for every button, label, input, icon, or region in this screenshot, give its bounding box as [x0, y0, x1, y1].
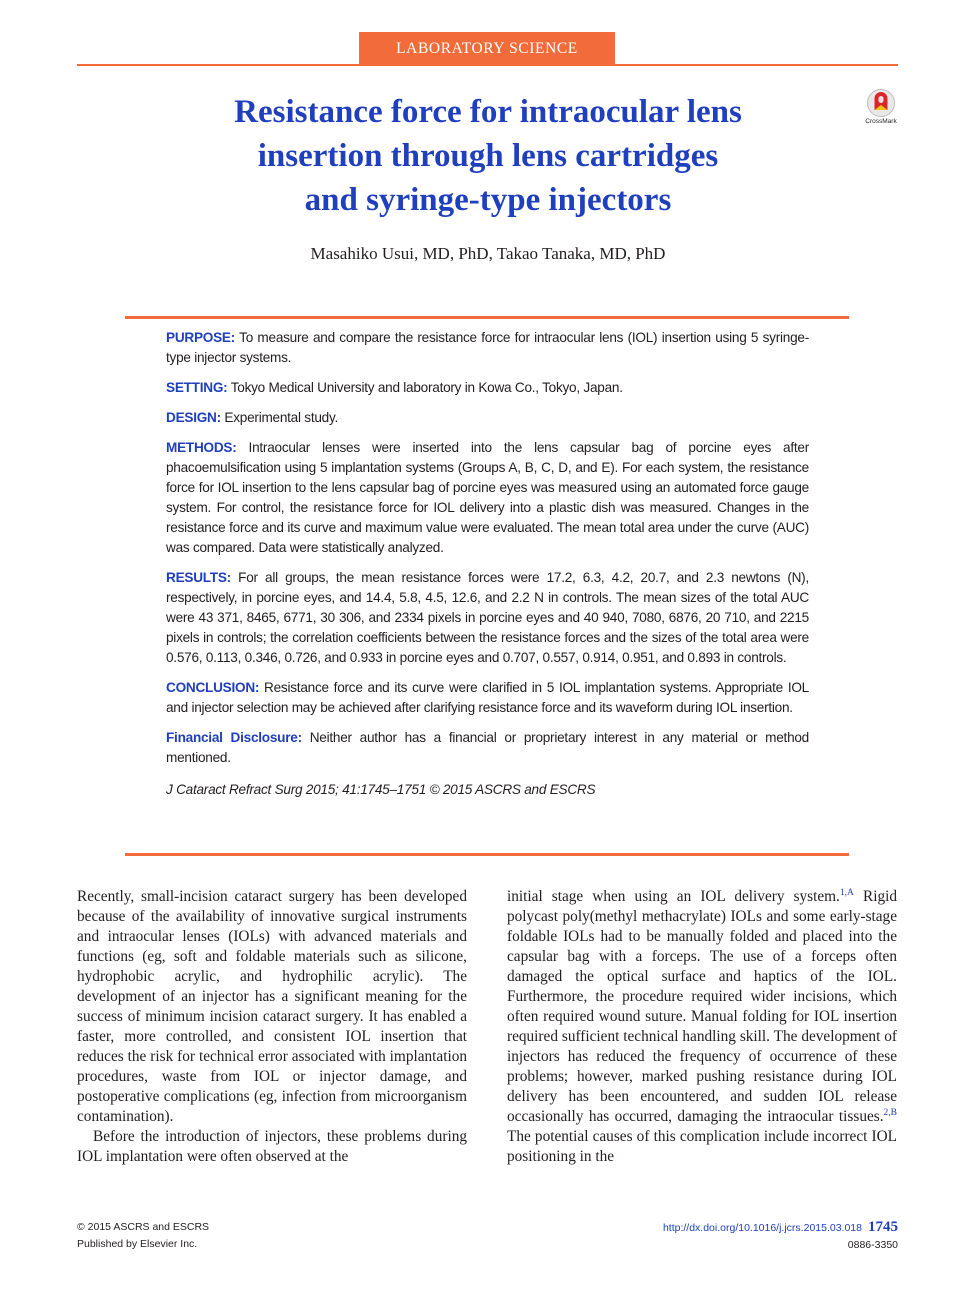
abstract-heading: SETTING:	[166, 380, 228, 395]
abstract-heading: METHODS:	[166, 440, 237, 455]
abstract-text: Experimental study.	[220, 410, 339, 425]
title-line: insertion through lens cartridges	[257, 138, 719, 174]
abstract-design	[166, 408, 809, 428]
abstract-top-rule	[125, 316, 849, 319]
footer-right	[663, 1219, 898, 1254]
abstract-setting	[166, 378, 809, 398]
body-paragraph: Recently, small-incision cataract surgery has been developed because of the availability of innovative surgical instruments and intraocular lenses (IOLs) with advanced materials and functions (eg, soft and foldable materials such as silicone, hydrophobic acrylic, and hydrophilic acrylic). The development of an injector has a significant meaning for the success of minimum incision cataract surgery. It has enabled a faster, more controlled, and consistent IOL insertion that reduces the risk for technical error associated with implantation procedures, waste from IOL or injector damage, and postoperative complications (eg, infection from microorganism contamination).	[77, 888, 467, 1125]
body-text: Rigid polycast poly(methyl methacrylate) IOLs and some early-stage foldable IOLs had to be manually folded and placed into the capsular bag with a forceps. The use of a forceps often damaged the optical surface and haptics of the IOL. Furthermore, the procedure required wider incisions, which often required wound suture. Manual folding for IOL insertion required sufficient technical handling skill. The development of injectors has reduced the frequency of occurrence of these problems; however, marked pushing resistance during IOL delivery has been encountered, and sudden IOL release occasionally has occurred, damaging the intraocular tissues.	[507, 888, 897, 1125]
footer-left	[77, 1219, 209, 1253]
abstract-text: For all groups, the mean resistance forces were 17.2, 6.3, 4.2, 20.7, and 2.3 newtons (N), respectively, in porcine eyes, and 14.4, 5.8, 4.5, 12.6, and 2.2 N in controls. The mean sizes of the total AUC were 43 371, 8465, 6771, 30 306, and 2334 pixels in porcine eyes and 40 940, 7080, 6876, 20 710, and 2215 pixels in controls; the correlation coefficients between the resistance forces and the sizes of the total area were 0.576, 0.113, 0.346, 0.726, and 0.933 in porcine eyes and 0.707, 0.557, 0.914, 0.951, and 0.893 in controls.	[166, 570, 809, 665]
crossmark-badge[interactable]	[862, 88, 900, 128]
publisher-notice: Published by Elsevier Inc.	[77, 1238, 198, 1250]
journal-citation: J Cataract Refract Surg 2015; 41:1745–1751 © 2015 ASCRS and ESCRS	[166, 782, 596, 797]
body-paragraph	[507, 887, 897, 1167]
body-paragraph: Before the introduction of injectors, these problems during IOL implantation were often observed at the	[77, 1128, 467, 1165]
abstract-text: Neither author has a financial or proprietary interest in any material or method mentioned.	[166, 730, 809, 765]
doi-link[interactable]: http://dx.doi.org/10.1016/j.jcrs.2015.03.018	[662, 1222, 862, 1234]
abstract-disclosure	[166, 728, 809, 768]
body-text: initial stage when using an IOL delivery system.	[507, 888, 840, 905]
abstract-bottom-rule	[125, 853, 849, 856]
abstract-heading: PURPOSE:	[166, 330, 236, 345]
title-line: and syringe-type injectors	[304, 182, 672, 218]
section-label: LABORATORY SCIENCE	[359, 32, 615, 65]
abstract-results	[166, 568, 809, 668]
header-rule	[77, 64, 898, 66]
abstract-purpose	[166, 328, 809, 368]
abstract	[166, 328, 809, 810]
author-list: Masahiko Usui, MD, PhD, Takao Tanaka, MD, PhD	[310, 244, 666, 263]
body-column-left	[77, 887, 467, 1167]
article-title	[120, 90, 856, 222]
abstract-methods	[166, 438, 809, 558]
abstract-heading: DESIGN:	[166, 410, 221, 425]
body-text: The potential causes of this complication include incorrect IOL positioning in the	[507, 1128, 897, 1165]
abstract-conclusion	[166, 678, 809, 718]
copyright-notice: © 2015 ASCRS and ESCRS	[77, 1221, 210, 1233]
crossmark-label: CrossMark	[865, 118, 897, 125]
abstract-heading: CONCLUSION:	[166, 680, 260, 695]
abstract-text: To measure and compare the resistance force for intraocular lens (IOL) insertion using 5 syringe-type injector systems.	[166, 330, 809, 365]
abstract-text: Intraocular lenses were inserted into the lens capsular bag of porcine eyes after phacoemulsification using 5 implantation systems (Groups A, B, C, D, and E). For each system, the resistance force for IOL insertion to the lens capsular bag of porcine eyes was measured using an automated force gauge system. For control, the resistance force for IOL delivery into a plastic dish was measured. Changes in the resistance force and its curve and maximum value were evaluated. The mean total area under the curve (AUC) was compared. Data were statistically analyzed.	[166, 440, 809, 555]
page-number: 1745	[868, 1219, 898, 1235]
issn: 0886-3350	[847, 1239, 898, 1251]
abstract-heading: RESULTS:	[166, 570, 231, 585]
abstract-text: Resistance force and its curve were clarified in 5 IOL implantation systems. Appropriate IOL and injector selection may be achieved after clarifying resistance force and its waveform during IOL insertion.	[166, 680, 809, 715]
reference-link[interactable]: 2,B	[883, 1107, 897, 1118]
abstract-text: Tokyo Medical University and laboratory in Kowa Co., Tokyo, Japan.	[227, 380, 623, 395]
body-column-right	[507, 887, 897, 1167]
reference-link[interactable]: 1,A	[839, 887, 854, 898]
title-line: Resistance force for intraocular lens	[234, 94, 742, 130]
crossmark-icon	[862, 88, 900, 118]
abstract-heading: Financial Disclosure:	[166, 730, 302, 745]
